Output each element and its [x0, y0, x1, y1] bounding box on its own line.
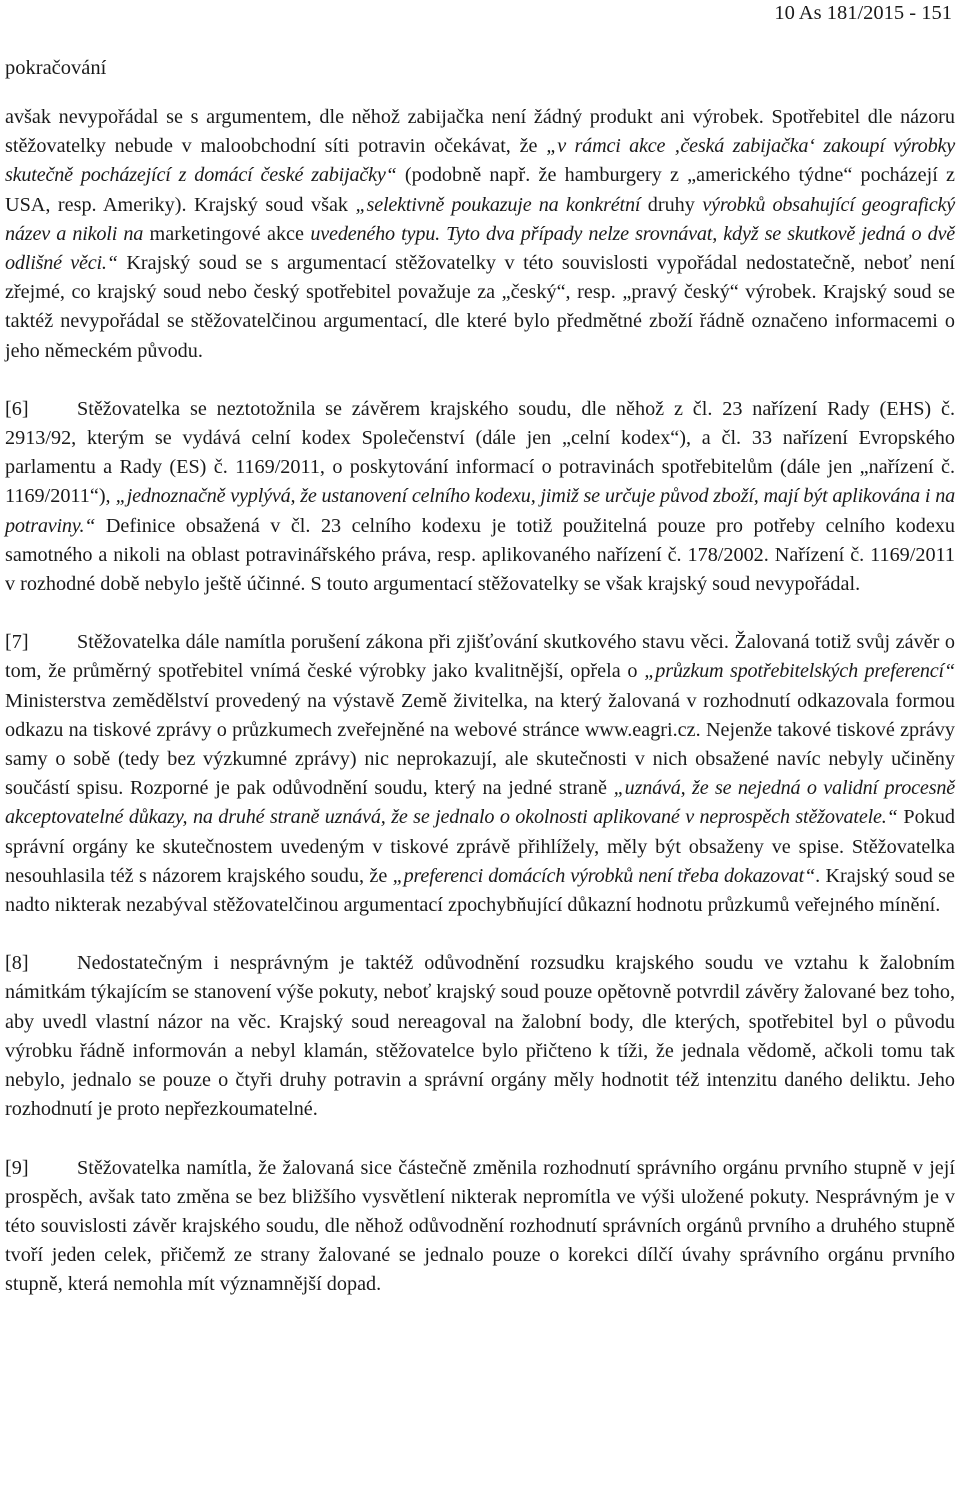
paragraph-number: [9]	[5, 1156, 29, 1179]
paragraph-text: Nedostatečným i nesprávným je taktéž odůvodnění rozsudku krajského soudu ve vztahu k žalobním námitkám týkajícím se stanovení výše pokuty, neboť krajský soud pouze opětovně potvrdil závěry žalované bez toho, aby uvedl vlastní názor na věc. Krajský soud nereagoval na žalobní body, dle kterých, spotřebitel byl o původu výrobku řádně informován a nebyl klamán, stěžovatelce bylo přičteno k tíži, že jednala vědomě, ačkoli tomu tak nebylo, jednalo se pouze o čtyři druhy potravin a správní orgány měly hodnotit též intenzitu daného deliktu. Jeho rozhodnutí je proto nepřezkoumatelné.	[5, 952, 955, 1121]
paragraph	[5, 103, 955, 366]
paragraph-text: . Krajský soud se nadto nikterak nezabýval stěžovatelčinou argumentací zpochybňující důkazní hodnotu průzkumů veřejného mínění.	[5, 864, 955, 917]
document-reference-number: 10 As 181/2015 - 151	[774, 2, 952, 24]
paragraph-text: Pokud správní orgány ke skutečnostem uvedeným v tiskové zprávě přihlížely, měly být obsaženy ve spise. Stěžovatelka nesouhlasila též s názorem krajského soudu, že	[5, 806, 956, 887]
paragraph-number: [8]	[5, 952, 29, 975]
paragraph-number: [7]	[5, 631, 29, 654]
paragraph-text: (podobně např. že hamburgery z „amerického týdne“ pocházejí z USA, resp. Ameriky). Krajský soud však	[5, 164, 955, 216]
paragraph-9	[5, 1154, 955, 1300]
paragraph-number: [6]	[5, 397, 29, 420]
paragraph-text: Ministerstva zemědělství provedený na výstavě Země živitelka, na který žalovaná v rozhodnutí odkazovala formou odkazu na tiskové zprávy o průzkumech zveřejněné na webové stránce www.eagri.cz. Nejenže takové tiskové zprávy samy o sobě (tedy bez výzkumné zprávy) nic neprokazují, ale skutečnosti v nich obsažené navíc nebyly učiněny součástí spisu. Rozporné je pak odůvodnění soudu, který na jedné straně	[5, 689, 955, 800]
paragraph-text: avšak nevypořádal se s argumentem, dle něhož zabijačka není žádný produkt ani výrobek. Spotřebitel dle názoru stěžovatelky nebude v maloobchodní síti potravin očekávat, že	[5, 106, 955, 158]
paragraph-text: Stěžovatelka namítla, že žalovaná sice částečně změnila rozhodnutí správního orgánu prvního stupně v její prospěch, avšak tato změna se bez bližšího vysvětlení nikterak nepromítla ve výši uložené pokuty. Nesprávným je v této souvislosti závěr krajského soudu, dle něhož odůvodnění rozhodnutí správních orgánů prvního a druhého stupně tvoří jeden celek, přičemž ze strany žalované se jednalo pouze o korekci dílčí úvahy správního orgánu prvního stupně, která nemohla mít významnější dopad.	[5, 1156, 955, 1296]
paragraph-8	[5, 949, 955, 1124]
paragraph-text: Krajský soud se s argumentací stěžovatelky v této souvislosti vypořádal nedostatečně, neboť není zřejmé, co krajský soud nebo český spotřebitel považuje za „český“, resp. „pravý český“ výrobek. Krajský soud se taktéž nevypořádal se stěžovatelčinou argumentací, dle které bylo předmětné zboží řádně označeno informacemi o jeho německém původu.	[5, 252, 956, 362]
paragraph-text: Stěžovatelka se neztotožnila se závěrem krajského soudu, dle něhož z čl. 23 nařízení Rady (EHS) č. 2913/92, kterým se vydává celní kodex Společenství (dále jen „celní kodex“), a čl. 33 nařízení Evropského parlamentu a Rady (ES) č. 1169/2011, o poskytování informací o potravinách spotřebitelům (dále jen „nařízení č. 1169/2011“),	[5, 397, 955, 508]
quoted-text: „uznává, že se nejedná o validní procesně akceptovatelné důkazy, na druhé straně uznává, že se jednalo o okolnosti aplikované v neprospěch stěžovatele.“	[5, 777, 956, 829]
paragraph-text: druhy	[640, 193, 703, 216]
continued-label: pokračování	[5, 57, 107, 79]
paragraph-7	[5, 628, 955, 920]
quoted-text: „jednoznačně vyplývá, že ustanovení celního kodexu, jimiž se určuje původ zboží, mají být aplikována i na potraviny.“	[5, 485, 955, 537]
paragraph-text: Stěžovatelka dále namítla porušení zákona při zjišťování skutkového stavu věci. Žalovaná totiž svůj závěr o tom, že průměrný spotřebitel vnímá české výrobky jako kvalitnější, opřela o	[5, 631, 955, 683]
quoted-text: výrobků obsahující geografický název a nikoli na	[5, 193, 955, 245]
quoted-text: „v rámci akce ‚česká zabijačka‘ zakoupí výrobky skutečně pocházející z domácí české zabijačky“	[5, 135, 955, 187]
document-body	[5, 103, 955, 1300]
paragraph-text: Definice obsažená v čl. 23 celního kodexu je totiž použitelná pouze pro potřeby celního kodexu samotného a nikoli na oblast potravinářského práva, resp. aplikovaného nařízení č. 178/2002. Nařízení č. 1169/2011 v rozhodné době nebylo ještě účinné. S touto argumentací stěžovatelky se však krajský soud nevypořádal.	[5, 514, 955, 596]
quoted-text: „preferenci domácích výrobků není třeba dokazovat“	[392, 864, 816, 887]
quoted-text: uvedeného typu. Tyto dva případy nelze srovnávat, když se skutkově jedná o dvě odlišné věci.“	[5, 222, 955, 275]
paragraph-6	[5, 395, 955, 599]
paragraph-text: marketingové akce	[143, 222, 311, 245]
quoted-text: „průzkum spotřebitelských preferencí“	[644, 660, 955, 683]
quoted-text: „selektivně poukazuje na konkrétní	[355, 193, 641, 216]
